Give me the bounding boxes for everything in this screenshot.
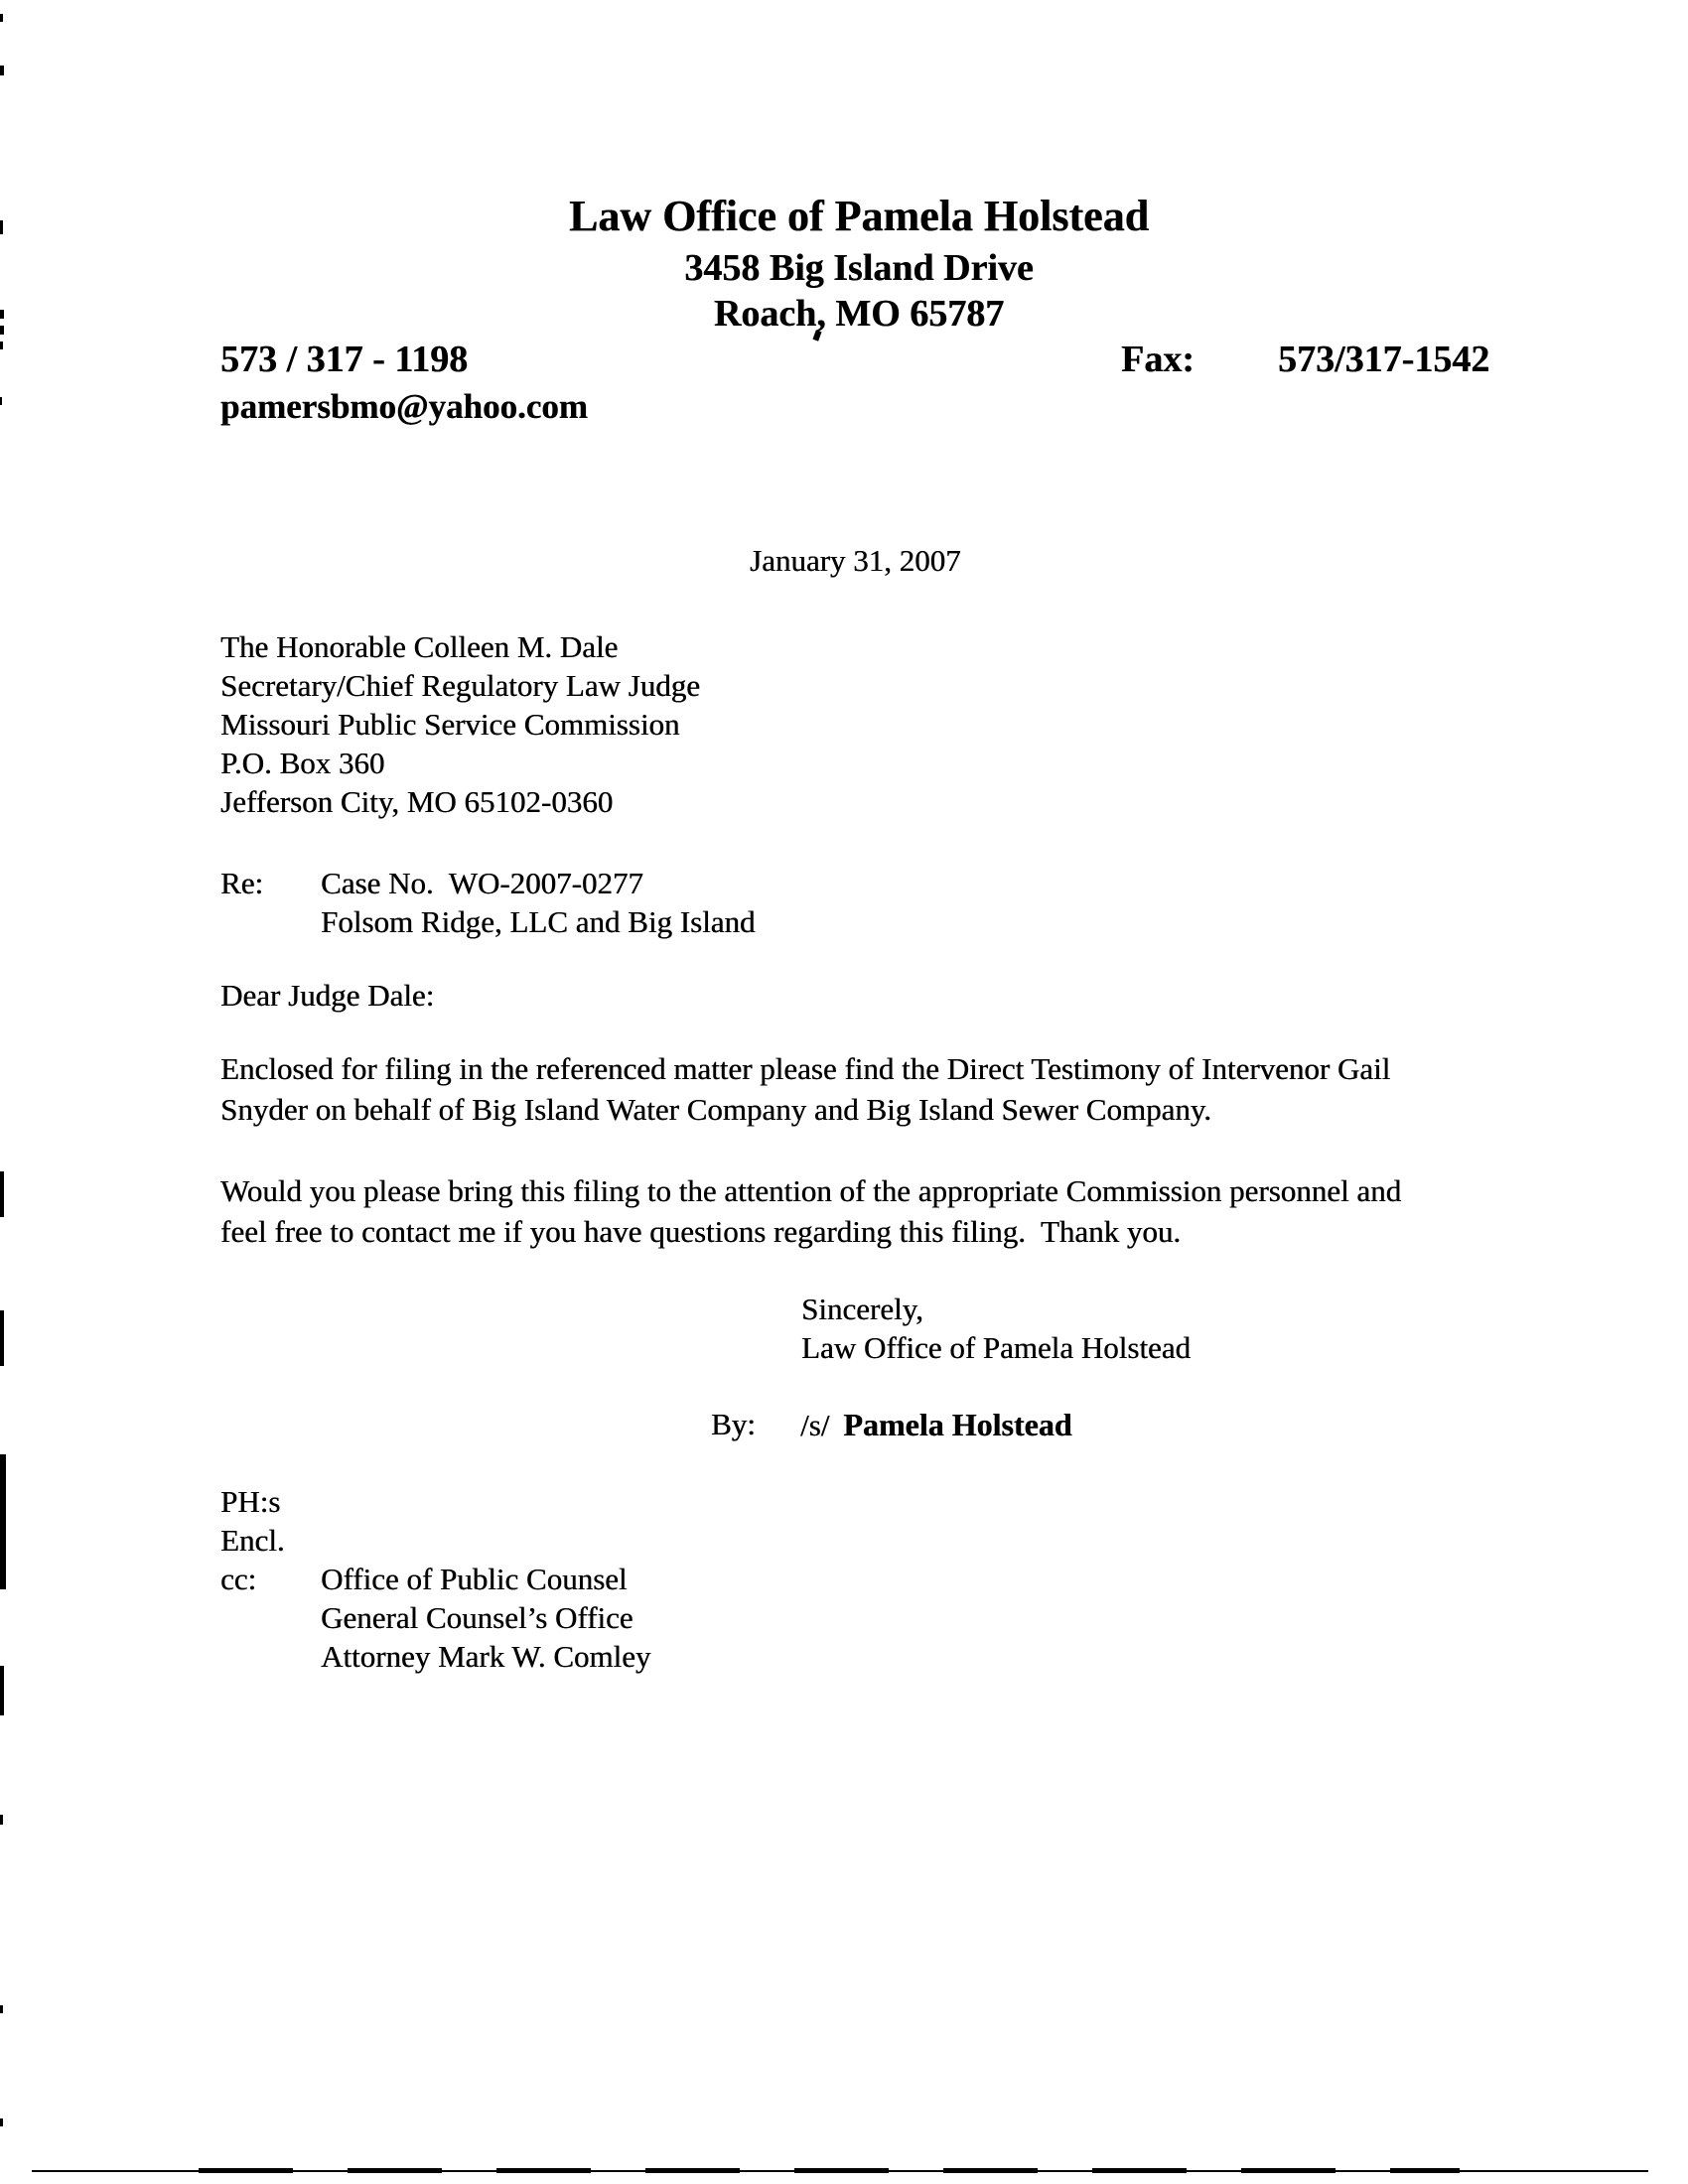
- scan-artifact: [0, 397, 2, 405]
- scan-artifact: [0, 2118, 3, 2126]
- recipient-line: Missouri Public Service Commission: [220, 707, 680, 742]
- body-line: feel free to contact me if you have questions regarding this filing. Thank you.: [220, 1214, 1182, 1249]
- letterhead-email: pamersbmo@yahoo.com: [220, 387, 588, 426]
- body-paragraph-2: [220, 1170, 1401, 1252]
- body-line: Would you please bring this filing to the attention of the appropriate Commission personnel and: [220, 1173, 1402, 1208]
- signature-name: Pamela Holstead: [843, 1407, 1072, 1442]
- cc-label: cc:: [220, 1562, 257, 1596]
- re-case-number: Case No. WO-2007-0277: [321, 866, 643, 900]
- signature-line: [800, 1405, 1071, 1444]
- letterhead-phone: 573 / 317 - 1198: [220, 339, 469, 380]
- body-line: Snyder on behalf of Big Island Water Company and Big Island Sewer Company.: [220, 1092, 1211, 1127]
- scan-artifact-bottom-dashes: [199, 2168, 1460, 2173]
- re-case-name: Folsom Ridge, LLC and Big Island: [321, 904, 756, 939]
- letterhead-city-state-zip: Roach, MO 65787: [713, 293, 1005, 335]
- enclosure-notation: Encl.: [220, 1523, 285, 1558]
- letter-date: January 31, 2007: [750, 543, 961, 578]
- scan-artifact: [0, 326, 4, 335]
- scan-artifact: [0, 1815, 3, 1825]
- fax-label: Fax:: [1121, 339, 1195, 380]
- recipient-line: The Honorable Colleen M. Dale: [220, 629, 619, 664]
- typist-initials: PH:s: [220, 1484, 281, 1519]
- re-label: Re:: [220, 866, 264, 900]
- salutation: Dear Judge Dale:: [220, 978, 435, 1013]
- letterhead-street: 3458 Big Island Drive: [684, 247, 1034, 289]
- scan-artifact: [0, 1666, 4, 1715]
- scan-artifact: [0, 66, 4, 75]
- scan-artifact: [0, 2005, 3, 2013]
- body-paragraph-1: [220, 1048, 1390, 1130]
- closing-firm-name: Law Office of Pamela Holstead: [801, 1330, 1191, 1365]
- firm-name: Law Office of Pamela Holstead: [568, 192, 1150, 240]
- scan-artifact: [0, 341, 3, 349]
- fax-number: 573/317-1542: [1278, 339, 1490, 380]
- scan-artifact: [0, 14, 3, 22]
- scan-artifact: [0, 1310, 4, 1366]
- by-label: By:: [711, 1407, 756, 1441]
- signature-slash-s: /s/: [800, 1408, 830, 1442]
- scan-artifact: [0, 310, 4, 319]
- recipient-line: Secretary/Chief Regulatory Law Judge: [220, 668, 700, 703]
- cc-recipient: Attorney Mark W. Comley: [321, 1639, 651, 1674]
- body-line: Enclosed for filing in the referenced matter please find the Direct Testimony of Intervenor Gail: [220, 1051, 1391, 1086]
- recipient-line: P.O. Box 360: [220, 746, 385, 780]
- scan-artifact: [0, 1454, 6, 1589]
- cc-list: [321, 1560, 650, 1676]
- recipient-address-block: [220, 627, 700, 821]
- recipient-line: Jefferson City, MO 65102-0360: [220, 784, 614, 819]
- scan-artifact: [0, 220, 3, 234]
- re-block: [321, 864, 755, 941]
- cc-recipient: General Counsel’s Office: [321, 1600, 633, 1635]
- closing-sincerely: Sincerely,: [801, 1292, 923, 1326]
- cc-recipient: Office of Public Counsel: [321, 1562, 628, 1596]
- scan-artifact: [0, 1171, 4, 1217]
